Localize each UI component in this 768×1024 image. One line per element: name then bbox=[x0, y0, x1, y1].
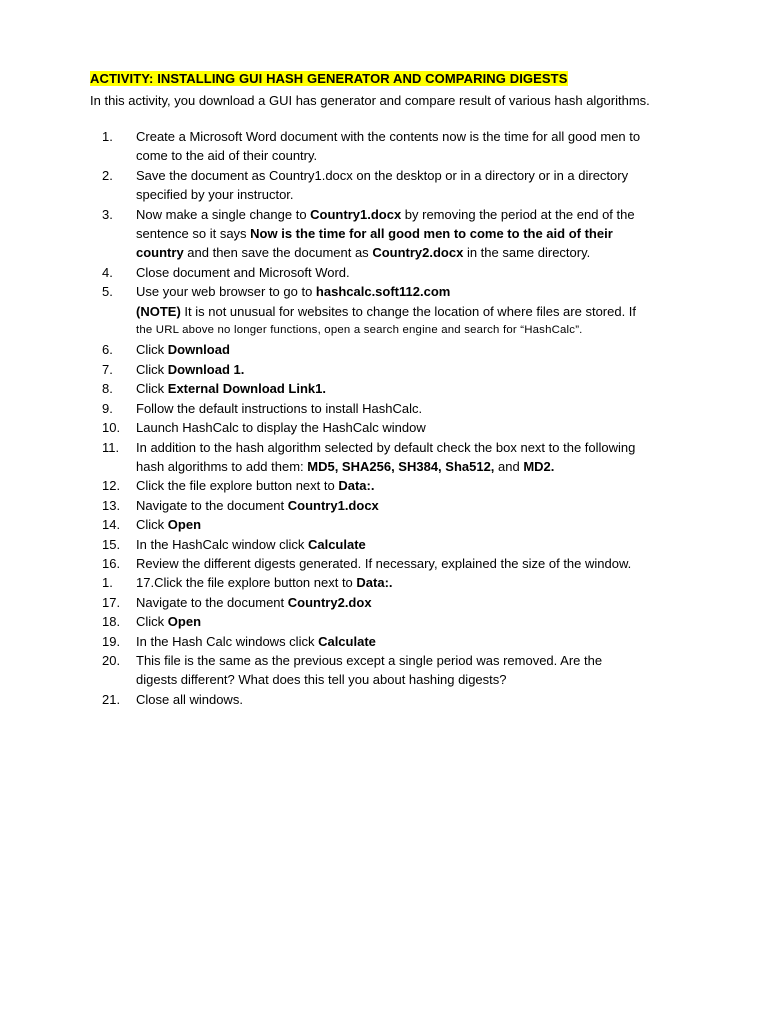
step-number: 1. bbox=[102, 575, 113, 591]
step-14 bbox=[90, 515, 690, 534]
step-text: 17.Click the file explore button next to bbox=[136, 575, 357, 591]
step-5 bbox=[90, 282, 690, 340]
step-number: 9. bbox=[102, 400, 113, 416]
step-text: by removing the period at the end of the bbox=[401, 206, 635, 222]
step-text: digests different? What does this tell you about hashing digests? bbox=[136, 672, 507, 688]
filename-country2: Country2.dox bbox=[287, 594, 372, 610]
step-13 bbox=[90, 496, 690, 515]
step-text: and then save the document as bbox=[183, 245, 373, 261]
algorithm-list: MD5, SHA256, SH384, Sha512, bbox=[307, 458, 495, 474]
step-text: sentence so it says bbox=[136, 226, 251, 242]
step-2 bbox=[90, 166, 690, 205]
step-text: Close document and Microsoft Word. bbox=[136, 264, 350, 280]
step-number: 2. bbox=[102, 167, 113, 183]
step-number: 21. bbox=[102, 691, 121, 707]
step-19 bbox=[90, 632, 690, 651]
note-text: the URL above no longer functions, open a search engine and search for “HashCalc”. bbox=[136, 324, 583, 337]
step-text: Review the different digests generated. If necessary, explained the size of the window. bbox=[136, 555, 632, 571]
note-label: (NOTE) bbox=[136, 303, 181, 319]
step-number: 4. bbox=[102, 264, 113, 280]
algorithm-md2: MD2. bbox=[523, 458, 555, 474]
step-text: Launch HashCalc to display the HashCalc window bbox=[136, 420, 426, 436]
step-number: 14. bbox=[102, 517, 121, 533]
ui-term: Download bbox=[167, 342, 230, 358]
step-number: 18. bbox=[102, 614, 121, 630]
step-9 bbox=[90, 399, 690, 418]
step-20 bbox=[90, 651, 690, 690]
intro-paragraph: In this activity, you download a GUI has generator and compare result of various hash algorithms. bbox=[90, 93, 650, 108]
step-text: Click the file explore button next to bbox=[136, 478, 339, 494]
step-number: 6. bbox=[102, 342, 113, 358]
step-text: Create a Microsoft Word document with the contents now is the time for all good men to bbox=[136, 129, 641, 144]
quoted-sentence-end: country bbox=[136, 245, 184, 261]
step-11 bbox=[90, 438, 690, 477]
step-21 bbox=[90, 690, 690, 709]
step-7 bbox=[90, 360, 690, 379]
ui-term: Open bbox=[167, 614, 202, 630]
step-number: 12. bbox=[102, 478, 121, 494]
ui-term: Data:. bbox=[356, 575, 393, 591]
step-text: Navigate to the document bbox=[136, 594, 288, 610]
steps-list bbox=[90, 127, 690, 709]
step-text: Click bbox=[136, 381, 168, 397]
step-text: This file is the same as the previous except a single period was removed. Are the bbox=[136, 652, 603, 668]
filename-country1: Country1.docx bbox=[310, 206, 402, 222]
activity-title: ACTIVITY: INSTALLING GUI HASH GENERATOR AND COMPARING DIGESTS bbox=[90, 71, 568, 86]
step-text: In the HashCalc window click bbox=[136, 536, 308, 552]
step-8 bbox=[90, 379, 690, 398]
step-16 bbox=[90, 554, 690, 573]
step-text: specified by your instructor. bbox=[136, 187, 294, 203]
step-text: and bbox=[494, 458, 524, 474]
step-text: come to the aid of their country. bbox=[136, 148, 318, 164]
filename-country2: Country2.docx bbox=[372, 245, 464, 261]
step-number: 17. bbox=[102, 594, 121, 610]
step-number: 3. bbox=[102, 206, 113, 222]
step-number: 8. bbox=[102, 381, 113, 397]
step-number: 7. bbox=[102, 361, 113, 377]
step-text: In the Hash Calc windows click bbox=[136, 633, 319, 649]
step-6 bbox=[90, 340, 690, 359]
step-1 bbox=[90, 127, 690, 166]
step-text: Close all windows. bbox=[136, 691, 243, 707]
step-text: Now make a single change to bbox=[136, 206, 311, 222]
step-number: 16. bbox=[102, 555, 121, 571]
step-number: 10. bbox=[102, 420, 121, 436]
step-number: 1. bbox=[102, 129, 113, 144]
ui-term: Calculate bbox=[307, 536, 366, 552]
step-text: Click bbox=[136, 342, 168, 358]
activity-title-block bbox=[90, 70, 568, 88]
step-number: 11. bbox=[102, 439, 120, 455]
note-text: It is not unusual for websites to change the location of where files are stored. If bbox=[180, 303, 637, 319]
ui-term: Data:. bbox=[338, 478, 375, 494]
step-text: Follow the default instructions to install HashCalc. bbox=[136, 400, 423, 416]
step-number: 19. bbox=[102, 633, 121, 649]
website-url: hashcalc.soft112.com bbox=[315, 284, 451, 300]
step-4 bbox=[90, 263, 690, 282]
step-17 bbox=[90, 593, 690, 612]
step-number: 15. bbox=[102, 536, 121, 552]
step-18 bbox=[90, 612, 690, 631]
step-text: Navigate to the document bbox=[136, 497, 288, 513]
step-number: 5. bbox=[102, 284, 113, 300]
ui-term: Download 1. bbox=[167, 361, 245, 377]
step-text: In addition to the hash algorithm selected by default check the box next to the following bbox=[136, 439, 636, 455]
step-15 bbox=[90, 535, 690, 554]
ui-term: Calculate bbox=[318, 633, 376, 649]
ui-term: External Download Link1. bbox=[167, 381, 326, 397]
step-text: Click bbox=[136, 361, 168, 377]
step-12 bbox=[90, 476, 690, 495]
step-10 bbox=[90, 418, 690, 437]
step-text: hash algorithms to add them: bbox=[136, 458, 308, 474]
quoted-sentence: Now is the time for all good men to come to the aid of their bbox=[250, 226, 613, 242]
step-text: Use your web browser to go to bbox=[136, 284, 316, 300]
step-number: 13. bbox=[102, 497, 121, 513]
step-text: in the same directory. bbox=[463, 245, 591, 261]
step-3 bbox=[90, 205, 690, 263]
ui-term: Open bbox=[167, 517, 202, 533]
step-17a bbox=[90, 573, 690, 592]
filename-country1: Country1.docx bbox=[287, 497, 379, 513]
step-text: Save the document as Country1.docx on the desktop or in a directory or in a directory bbox=[136, 167, 629, 183]
step-number: 20. bbox=[102, 652, 121, 668]
step-text: Click bbox=[136, 517, 168, 533]
step-text: Click bbox=[136, 614, 168, 630]
